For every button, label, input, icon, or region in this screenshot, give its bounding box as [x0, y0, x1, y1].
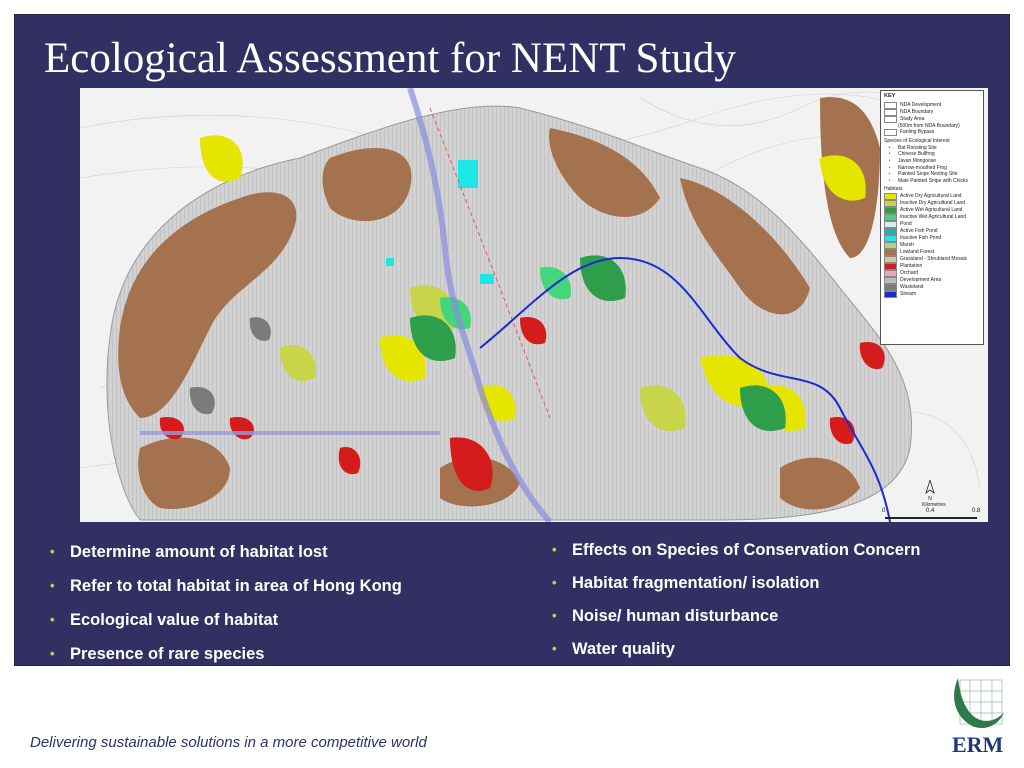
legend-habitat-item	[884, 200, 980, 207]
habitat-map	[80, 88, 988, 522]
bullet-dot-icon: •	[50, 544, 55, 559]
legend-label: Narrow-mouthed Frog	[898, 164, 947, 171]
legend-species-heading: Species of Ecological Interest	[884, 138, 950, 145]
legend-habitat-item	[884, 270, 980, 277]
legend-label: Inactive Dry Agricultural Land	[900, 200, 966, 207]
legend-species-item	[884, 178, 980, 185]
legend-label: Stream	[900, 291, 917, 298]
legend-boundaries	[884, 102, 980, 137]
legend-label: NDA Development	[900, 101, 942, 108]
legend-item	[884, 123, 980, 130]
bullet-dot-icon: •	[50, 612, 55, 627]
legend-species-item	[884, 158, 980, 165]
bullet-text: Water quality	[572, 640, 675, 658]
legend-swatch	[884, 228, 897, 235]
legend-species-item	[884, 171, 980, 178]
legend-label: Inactive Fish Pond	[900, 235, 942, 242]
legend-habitat-item	[884, 221, 980, 228]
legend-habitat-item	[884, 214, 980, 221]
species-marker-icon: •	[888, 144, 891, 151]
legend-title: KEY	[884, 93, 896, 99]
legend-swatch	[884, 193, 897, 200]
legend-swatch	[884, 235, 897, 242]
legend-species-item	[884, 165, 980, 172]
bullet-text: Presence of rare species	[70, 645, 265, 663]
legend-label: Marsh	[900, 242, 914, 249]
erm-logo-text: ERM	[952, 732, 1004, 757]
legend-swatch	[884, 102, 897, 109]
bullet-text: Ecological value of habitat	[70, 611, 279, 629]
bullet-item	[546, 573, 920, 606]
species-marker-icon: •	[888, 151, 891, 158]
legend-swatch	[884, 221, 897, 228]
species-marker-icon: •	[888, 171, 891, 178]
legend-habitat-item	[884, 263, 980, 270]
bullet-item	[546, 639, 920, 672]
species-marker-icon: •	[888, 164, 891, 171]
legend-swatch	[884, 242, 897, 249]
bullet-text: Effects on Species of Conservation Concern	[572, 541, 921, 559]
bullet-item	[44, 610, 402, 644]
map-legend	[880, 90, 984, 345]
legend-swatch	[884, 129, 897, 136]
bullet-list-left	[44, 542, 402, 678]
bullet-list-right	[546, 540, 920, 672]
legend-label: Painted Snipe Nesting Site	[898, 171, 958, 178]
bullet-dot-icon: •	[552, 542, 557, 557]
legend-swatch	[884, 291, 897, 298]
legend-habitat-item	[884, 235, 980, 242]
bullet-dot-icon: •	[50, 646, 55, 661]
bullet-item	[44, 576, 402, 610]
legend-item	[884, 116, 980, 123]
legend-species-item	[884, 145, 980, 152]
north-arrow	[922, 480, 946, 508]
species-list	[884, 145, 980, 185]
scale-tick: 0	[882, 508, 886, 514]
legend-swatch	[884, 256, 897, 263]
species-marker-icon: •	[888, 157, 891, 164]
legend-swatch	[884, 249, 897, 256]
legend-label: Wasteland	[900, 284, 924, 291]
legend-habitat-item	[884, 256, 980, 263]
legend-habitat-item	[884, 207, 980, 214]
legend-swatch	[884, 263, 897, 270]
scale-tick: 0.4	[926, 508, 935, 514]
bullet-text: Noise/ human disturbance	[572, 607, 779, 625]
bullet-text: Habitat fragmentation/ isolation	[572, 574, 820, 592]
legend-item	[884, 102, 980, 109]
bullet-dot-icon: •	[552, 641, 557, 656]
legend-label: Javan Mongoose	[898, 157, 937, 164]
bullet-text: Refer to total habitat in area of Hong Kong	[70, 577, 402, 595]
legend-habitat-item	[884, 277, 980, 284]
legend-habitat-item	[884, 284, 980, 291]
legend-label: Active Fish Pond	[900, 228, 938, 235]
bullet-dot-icon: •	[552, 608, 557, 623]
bullet-item	[44, 542, 402, 576]
habitat-map-graphic	[80, 88, 988, 522]
legend-label: Inactive Wet Agricultural Land	[900, 214, 967, 221]
legend-habitats-heading: Habitats	[884, 186, 903, 193]
legend-habitat-item	[884, 249, 980, 256]
legend-item	[884, 109, 980, 116]
legend-swatch	[884, 200, 897, 207]
north-label: N	[928, 496, 932, 502]
species-marker-icon: •	[888, 177, 891, 184]
legend-swatch	[884, 207, 897, 214]
north-arrow-icon	[924, 480, 936, 494]
legend-label: Active Wet Agricultural Land	[900, 207, 963, 214]
legend-label: Chinese Bullfrog	[898, 151, 935, 158]
bullet-dot-icon: •	[50, 578, 55, 593]
legend-habitats	[884, 186, 980, 298]
legend-label: Male Painted Snipe with Chicks	[898, 177, 969, 184]
legend-swatch	[884, 109, 897, 116]
bullet-item	[546, 540, 920, 573]
legend-habitat-item	[884, 242, 980, 249]
legend-swatch	[884, 284, 897, 291]
legend-swatch	[884, 277, 897, 284]
legend-species-item	[884, 151, 980, 158]
bullet-item	[546, 606, 920, 639]
legend-habitat-item	[884, 193, 980, 200]
legend-label: Grassland - Shrubland Mosaic	[900, 256, 968, 263]
legend-species	[884, 138, 980, 184]
legend-swatch	[884, 214, 897, 221]
legend-label: Bat Roosting Site	[898, 144, 937, 151]
scale-unit: Kilometres	[922, 502, 946, 508]
footer-tagline: Delivering sustainable solutions in a more competitive world	[30, 734, 427, 751]
slide-title: Ecological Assessment for NENT Study	[44, 35, 736, 82]
bullet-item	[44, 644, 402, 678]
legend-label: Study Area	[900, 115, 925, 122]
habitat-list	[884, 193, 980, 298]
bullet-dot-icon: •	[552, 575, 557, 590]
scale-bar-line	[885, 517, 977, 519]
legend-habitat-item	[884, 291, 980, 298]
legend-label: Active Dry Agricultural Land	[900, 193, 962, 200]
legend-item	[884, 129, 980, 136]
legend-label: (500m from NDA Boundary)	[898, 122, 960, 129]
legend-habitat-item	[884, 228, 980, 235]
legend-swatch	[884, 116, 897, 123]
legend-label: Orchard	[900, 270, 919, 277]
legend-label: Development Area	[900, 277, 942, 284]
legend-label: Fanling Bypass	[900, 129, 935, 136]
scale-tick: 0.8	[972, 508, 981, 514]
legend-label: Lowland Forest	[900, 249, 935, 256]
erm-logo	[946, 672, 1012, 762]
legend-label: Pond	[900, 221, 912, 228]
legend-swatch	[884, 270, 897, 277]
legend-label: Plantation	[900, 263, 923, 270]
scale-bar	[882, 508, 982, 520]
legend-label: NDA Boundary	[900, 108, 934, 115]
bullet-text: Determine amount of habitat lost	[70, 543, 328, 561]
